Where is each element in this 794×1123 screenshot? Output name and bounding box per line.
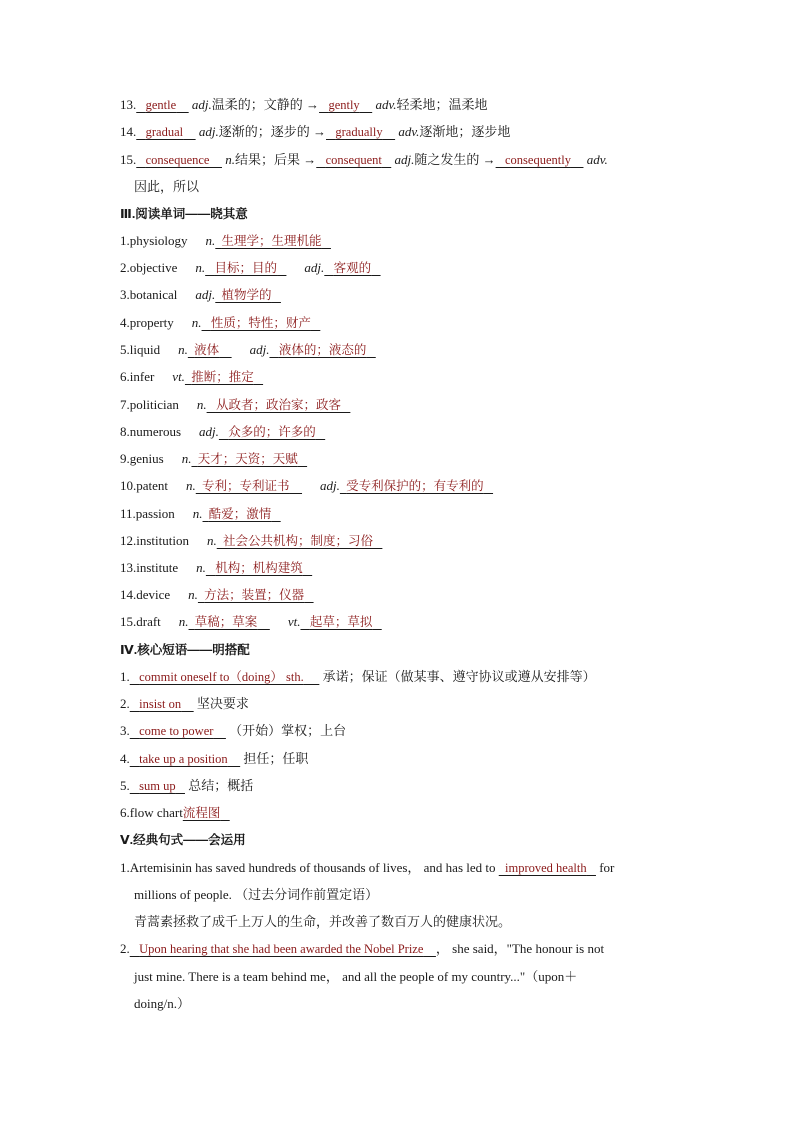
reading-word-5: 5.liquid n. 液体 adj. 液体的；液态的	[120, 341, 680, 359]
answer-blank: 机构；机构建筑	[215, 561, 303, 575]
reading-word-11: 11.passion n. 酷爱；激情	[120, 505, 680, 523]
section-title-classic-sentences: Ⅴ.经典句式——会运用	[120, 833, 246, 847]
answer-blank: come to power	[139, 724, 214, 738]
answer-blank: 性质；特性；财产	[210, 316, 311, 330]
answer-blank: sum up	[139, 779, 176, 793]
answer-blank: 从政者；政治家；政客	[215, 398, 341, 412]
answer-blank: gently	[328, 98, 360, 112]
answer-blank: 受专利保护的；有专利的	[346, 479, 484, 493]
phrase-item-1: 1. commit oneself to（doing） sth. 承诺；保证（做某事、遵守协议或遵从安排等）	[120, 669, 596, 684]
reading-word-14: 14.device n. 方法；装置；仪器	[120, 586, 680, 604]
answer-blank: 流程图	[182, 806, 221, 820]
reading-word-3: 3.botanical adj. 植物学的	[120, 286, 680, 304]
answer-blank: improved health	[505, 861, 587, 875]
answer-blank: consequent	[325, 153, 382, 167]
sentence-2: 2. Upon hearing that she had been awarded the Nobel Prize ， she said，"The honour is not	[120, 941, 605, 956]
reading-word-13: 13.institute n. 机构；机构建筑	[120, 559, 680, 577]
answer-blank: 专利；专利证书	[202, 479, 290, 493]
reading-word-7: 7.politician n. 从政者；政治家；政客	[120, 396, 680, 414]
word-item-15: 15. consequence n.结果；后果 → consequent adj.随之发生的 → consequently adv.	[120, 152, 608, 167]
phrase-item-5: 5. sum up 总结；概括	[120, 778, 254, 793]
answer-blank: Upon hearing that she had been awarded the Nobel Prize	[139, 942, 424, 956]
sentence-1: 1.Artemisinin has saved hundreds of thousands of lives， and has led to improved health for	[120, 860, 615, 875]
sentence-2-continued-2: doing/n.）	[134, 996, 190, 1011]
reading-word-4: 4.property n. 性质；特性；财产	[120, 314, 680, 332]
answer-blank: 生理学；生理机能	[221, 234, 322, 248]
phrase-item-3: 3. come to power （开始）掌权；上台	[120, 723, 347, 738]
reading-word-15: 15.draft n. 草稿；草案 vt. 起草；草拟	[120, 613, 680, 631]
answer-blank: 众多的；许多的	[228, 425, 316, 439]
answer-blank: 方法；装置；仪器	[204, 588, 305, 602]
answer-blank: 液体的；液态的	[278, 343, 367, 357]
answer-blank: gradually	[335, 125, 383, 139]
answer-blank: insist on	[139, 697, 182, 711]
answer-blank: commit oneself to（doing） sth.	[139, 670, 304, 684]
answer-blank: 社会公共机构；制度；习俗	[222, 534, 373, 548]
answer-blank: 天才；天资；天赋	[197, 452, 298, 466]
sentence-1-translation: 青蒿素拯救了成千上万人的生命，并改善了数百万人的健康状况。	[134, 914, 512, 929]
answer-blank: 草稿；草案	[194, 615, 258, 629]
answer-blank: gentle	[145, 98, 177, 112]
section-title-core-phrases: Ⅳ.核心短语——明搭配	[120, 643, 250, 657]
answer-blank: gradual	[145, 125, 184, 139]
answer-blank: 目标；目的	[214, 261, 278, 275]
answer-blank: 液体	[194, 343, 220, 357]
reading-word-1: 1.physiology n. 生理学；生理机能	[120, 232, 680, 250]
phrase-item-2: 2. insist on 坚决要求	[120, 696, 249, 711]
reading-word-8: 8.numerous adj. 众多的；许多的	[120, 423, 680, 441]
reading-word-2: 2.objective n. 目标；目的 adj. 客观的	[120, 259, 680, 277]
answer-blank: 酷爱；激情	[208, 507, 272, 521]
reading-word-9: 9.genius n. 天才；天资；天赋	[120, 450, 680, 468]
word-item-13: 13. gentle adj.温柔的；文静的 → gently adv.轻柔地；温柔地	[120, 97, 488, 112]
section-title-reading-words: Ⅲ.阅读单词——晓其意	[120, 207, 248, 221]
phrase-item-6: 6.flow chart流程图	[120, 804, 680, 822]
answer-blank: 推断；推定	[191, 370, 254, 384]
answer-blank: 植物学的	[221, 288, 272, 302]
sentence-1-continued: millions of people. （过去分词作前置定语）	[134, 887, 379, 902]
phrase-item-4: 4. take up a position 担任；任职	[120, 751, 309, 766]
answer-blank: take up a position	[139, 752, 228, 766]
word-item-15-continued: 因此，所以	[134, 179, 200, 194]
reading-word-10: 10.patent n. 专利；专利证书 adj. 受专利保护的；有专利的	[120, 477, 680, 495]
answer-blank: 起草；草拟	[309, 615, 373, 629]
word-item-14: 14. gradual adj.逐渐的；逐步的 → gradually adv.逐渐地；逐步地	[120, 124, 511, 139]
answer-blank: consequence	[145, 153, 210, 167]
sentence-2-continued: just mine. There is a team behind me， and all the people of my country..."（upon＋	[134, 969, 578, 984]
answer-blank: 客观的	[333, 261, 372, 275]
reading-word-6: 6.infer vt. 推断；推定	[120, 368, 680, 386]
answer-blank: consequently	[505, 153, 571, 167]
reading-word-12: 12.institution n. 社会公共机构；制度；习俗	[120, 532, 680, 550]
